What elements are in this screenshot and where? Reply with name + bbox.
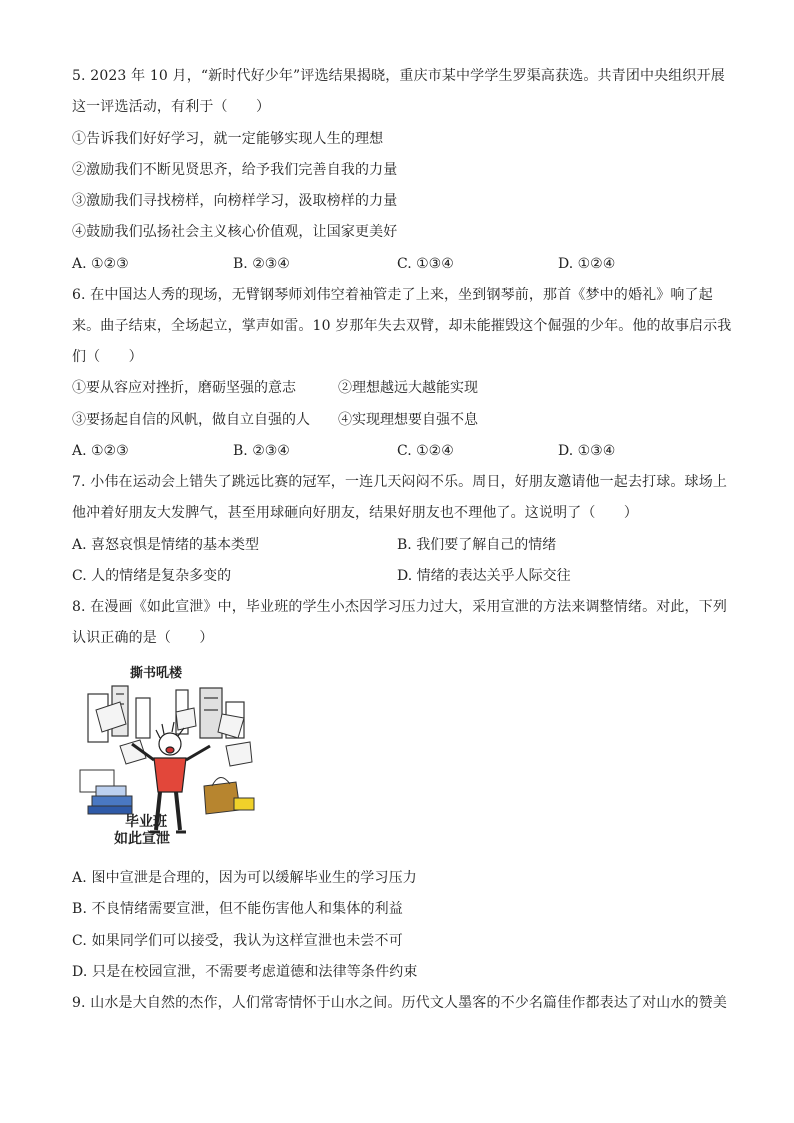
q5-option-c[interactable]: C. ①③④: [397, 256, 454, 272]
q6-statement-1: ①要从容应对挫折，磨砺坚强的意志: [72, 380, 296, 396]
q5-statement-2: ②激励我们不断见贤思齐，给予我们完善自我的力量: [72, 162, 398, 178]
q7-stem-line-2: 他冲着好朋友大发脾气，甚至用球砸向好朋友，结果好朋友也不理他了。这说明了（ ）: [72, 505, 638, 521]
q7-stem-line-1: 7. 小伟在运动会上错失了跳远比赛的冠军，一连几天闷闷不乐。周日，好朋友邀请他一起去打球。球场上: [72, 474, 728, 490]
q6-option-d[interactable]: D. ①③④: [558, 443, 616, 459]
q8-option-d[interactable]: D. 只是在校园宣泄，不需要考虑道德和法律等条件约束: [72, 964, 418, 980]
q6-stem-line-3: 们（ ）: [72, 349, 143, 365]
cartoon-illustration: [76, 662, 262, 850]
q9-stem-line-1: 9. 山水是大自然的杰作，人们常寄情怀于山水之间。历代文人墨客的不少名篇佳作都表达了对山水的赞美: [72, 995, 728, 1011]
q8-stem-line-1: 8. 在漫画《如此宣泄》中，毕业班的学生小杰因学习压力过大，采用宣泄的方法来调整情绪。对此，下列: [72, 599, 728, 615]
q6-option-c[interactable]: C. ①②④: [397, 443, 454, 459]
q6-statement-2: ②理想越远大越能实现: [338, 380, 478, 396]
q6-statement-3: ③要扬起自信的风帆，做自立自强的人: [72, 412, 310, 428]
q6-option-b[interactable]: B. ②③④: [233, 443, 290, 459]
q5-option-d[interactable]: D. ①②④: [558, 256, 616, 272]
books-drawing: [80, 770, 132, 814]
cartoon-drawing: [76, 662, 262, 850]
q5-statement-3: ③激励我们寻找榜样，向榜样学习，汲取榜样的力量: [72, 193, 398, 209]
q6-stem-line-2: 来。曲子结束，全场起立，掌声如雷。10 岁那年失去双臂，却未能摧毁这个倔强的少年。他的故事启示我: [72, 318, 732, 334]
cartoon-caption-bottom-1: 毕业班: [125, 814, 167, 830]
cartoon-caption-top: 撕书吼楼: [130, 666, 183, 681]
q6-statement-4: ④实现理想要自强不息: [338, 412, 478, 428]
q7-option-c[interactable]: C. 人的情绪是复杂多变的: [72, 568, 232, 584]
q5-statement-1: ①告诉我们好好学习，就一定能够实现人生的理想: [72, 131, 384, 147]
q7-option-b[interactable]: B. 我们要了解自己的情绪: [397, 537, 557, 553]
q5-stem-line-2: 这一评选活动，有利于（ ）: [72, 99, 271, 115]
q8-stem-line-2: 认识正确的是（ ）: [72, 630, 214, 646]
q5-option-b[interactable]: B. ②③④: [233, 256, 290, 272]
q7-option-d[interactable]: D. 情绪的表达关乎人际交往: [397, 568, 571, 584]
q7-option-a[interactable]: A. 喜怒哀惧是情绪的基本类型: [72, 537, 260, 553]
q8-option-c[interactable]: C. 如果同学们可以接受，我认为这样宣泄也未尝不可: [72, 933, 403, 949]
q5-statement-4: ④鼓励我们弘扬社会主义核心价值观，让国家更美好: [72, 224, 398, 240]
q6-stem-line-1: 6. 在中国达人秀的现场，无臂钢琴师刘伟空着袖管走了上来，坐到钢琴前，那首《梦中的婚礼》响了起: [72, 287, 713, 303]
q5-stem-line-1: 5. 2023 年 10 月，“新时代好少年”评选结果揭晓，重庆市某中学学生罗渠高获选。共青团中央组织开展: [72, 68, 725, 84]
q8-option-b[interactable]: B. 不良情绪需要宣泄，但不能伤害他人和集体的利益: [72, 901, 403, 917]
bag-drawing: [204, 777, 254, 814]
q5-option-a[interactable]: A. ①②③: [72, 256, 129, 272]
q8-option-a[interactable]: A. 图中宣泄是合理的，因为可以缓解毕业生的学习压力: [72, 870, 417, 886]
cartoon-caption-bottom-2: 如此宣泄: [114, 831, 170, 847]
q6-option-a[interactable]: A. ①②③: [72, 443, 129, 459]
